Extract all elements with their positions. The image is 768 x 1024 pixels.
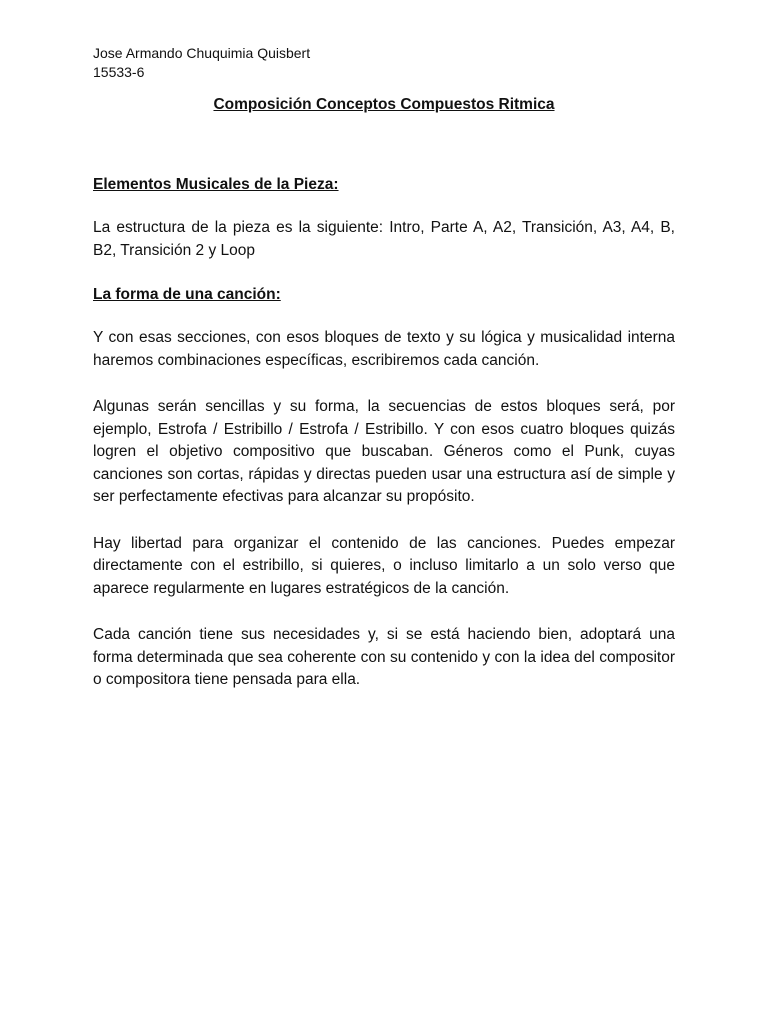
section-heading-forma-cancion: La forma de una canción: <box>93 286 281 303</box>
author-name: Jose Armando Chuquimia Quisbert <box>93 45 311 61</box>
document-header <box>93 44 675 82</box>
paragraph-algunas-seran: Algunas serán sencillas y su forma, la secuencias de estos bloques será, por ejemplo, Estrofa / Estribillo / Estrofa / Estribillo. Y con esos cuatro bloques quizás logren el objetivo compositivo que buscaban. Géneros como el Punk, cuyas canciones son cortas, rápidas y directas pueden usar una estructura así de simple y ser perfectamente efectivas para alcanzar su propósito. <box>93 398 675 505</box>
section-heading-elementos-musicales: Elementos Musicales de la Pieza: <box>93 176 339 193</box>
document-title: Composición Conceptos Compuestos Ritmica <box>213 96 555 113</box>
paragraph-cada-cancion: Cada canción tiene sus necesidades y, si se está haciendo bien, adoptará una forma determinada que sea coherente con su contenido y con la idea del compositor o compositora tiene pensada para ella. <box>93 626 675 688</box>
student-id: 15533-6 <box>93 64 145 80</box>
paragraph-secciones: Y con esas secciones, con esos bloques de texto y su lógica y musicalidad interna haremos combinaciones específicas, escribiremos cada canción. <box>93 329 675 369</box>
paragraph-hay-libertad: Hay libertad para organizar el contenido de las canciones. Puedes empezar directamente con el estribillo, si quieres, o incluso limitarlo a un solo verso que aparece regularmente en lugares estratégicos de la canción. <box>93 534 675 597</box>
paragraph-estructura: La estructura de la pieza es la siguiente: Intro, Parte A, A2, Transición, A3, A4, B, B2, Transición 2 y Loop <box>93 219 675 259</box>
